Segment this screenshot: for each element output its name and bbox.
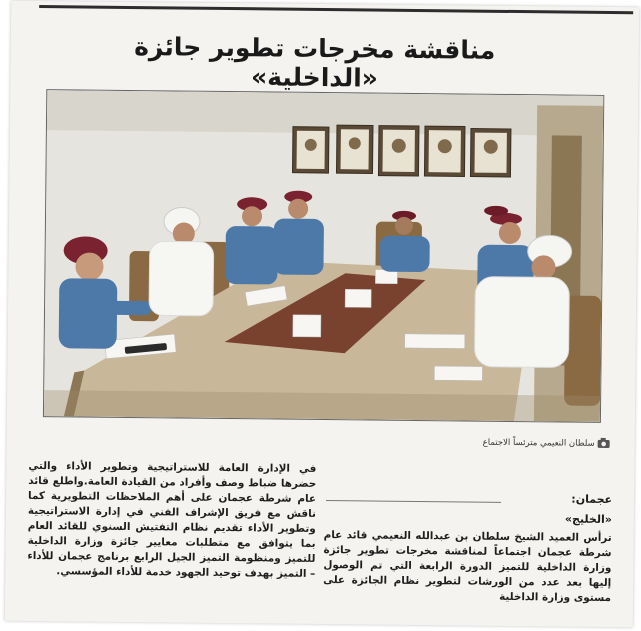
meeting-photo (43, 89, 604, 423)
column-rule (326, 500, 501, 503)
camera-icon (597, 437, 611, 449)
photo-caption: سلطان النعيمي مترئساً الاجتماع (482, 437, 595, 449)
top-rule (39, 5, 633, 14)
article-source: «الخليج» (564, 512, 612, 527)
article-headline: مناقشة مخرجات تطوير جائزة «الداخلية» (134, 32, 496, 93)
article-body-column-right (323, 528, 612, 606)
article-paragraph: في الإدارة العامة للاستراتيجية وتطوير الأداء والتي حضرها ضباط وصف وأفراد من القيادة العامة.واطلع قائد عام شرطة عجمان على أهم الملاحظات التطويرية كما ناقش مع فريق الإشراف الفني في إدارة الاستراتيجية وتطوير الأداء تقديم نظام التفتيش السنوي للقائد العام بما يتوافق مع متطلبات معايير جائزة وزارة الداخلية للتميز ومنظومة التميز الجيل الرابع برنامج عجمان للأداء – التميز بهدف توحيد الجهود خدمة للأداء المؤسسي. (27, 459, 317, 580)
meeting-photo-illustration (44, 90, 603, 422)
article-dateline: عجمان: (571, 492, 613, 507)
article-body-column-left (27, 459, 316, 582)
newspaper-clipping (5, 1, 639, 628)
article-paragraph: ترأس العميد الشيخ سلطان بن عبدالله النعيمي قائد عام شرطة عجمان اجتماعاً لمناقشة مخرجات تطوير جائزة وزارة الداخلية للتميز الدورة الرابعة التي تم الوصول إليها بعد عدد من الورشات لتطوير نظام الجائزة على مستوى وزارة الداخلية (323, 529, 612, 605)
